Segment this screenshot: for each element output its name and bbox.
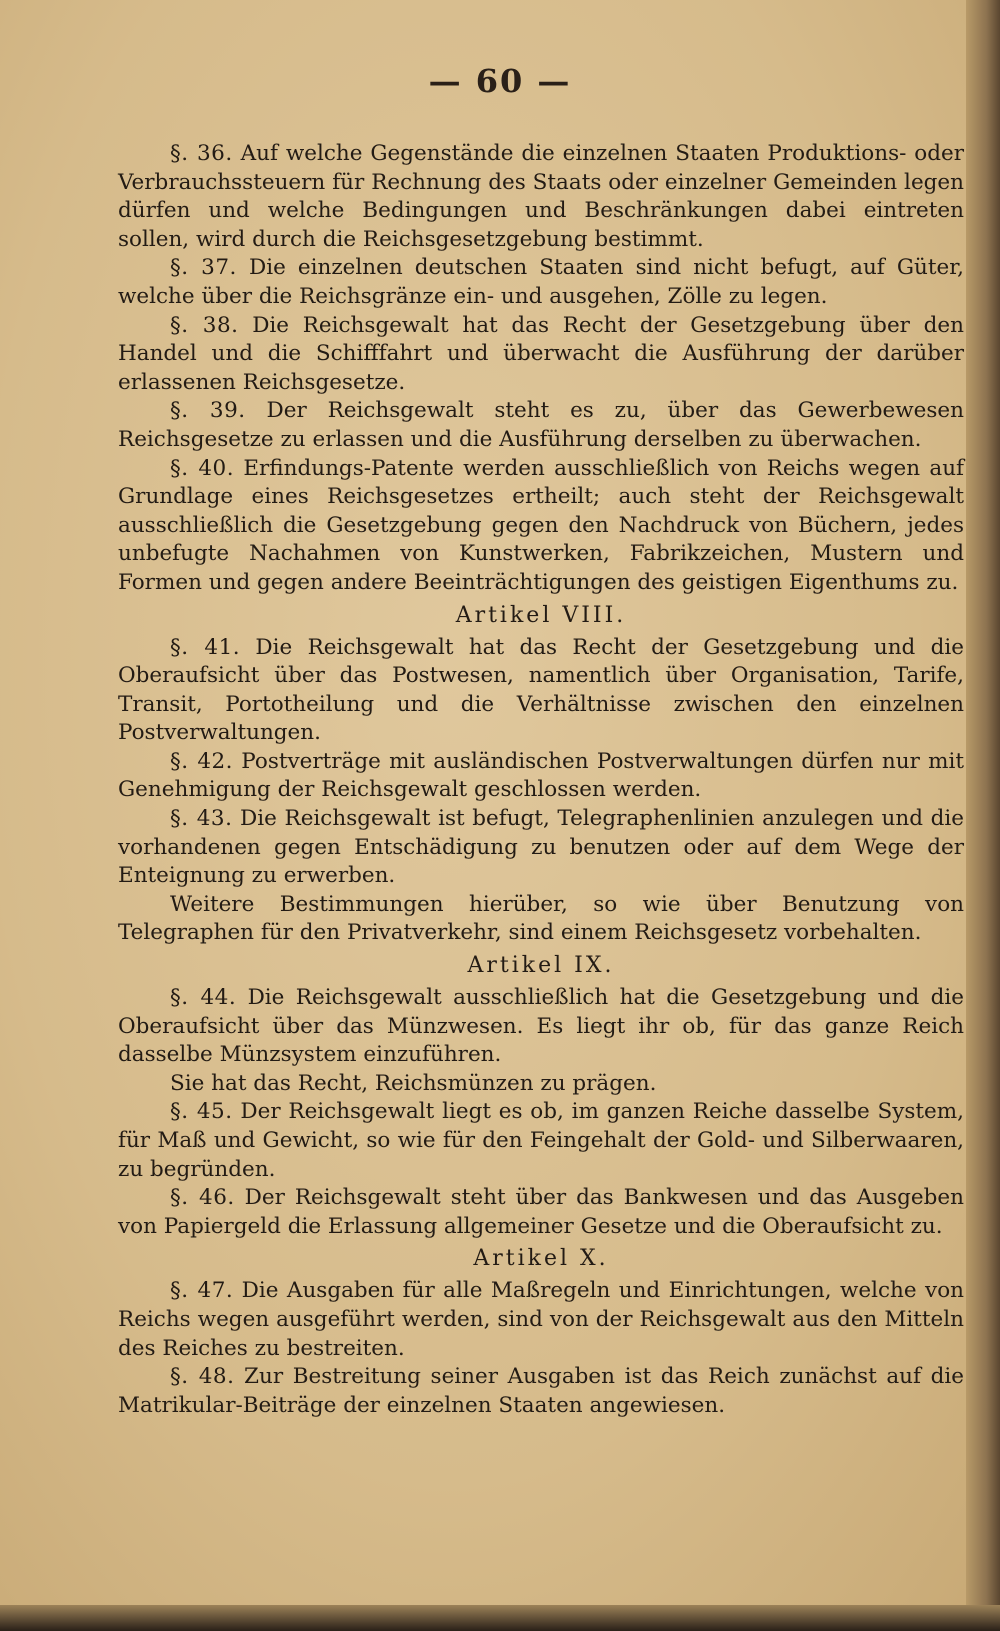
section-number: §. 37. bbox=[170, 255, 237, 281]
section-43-continuation bbox=[118, 891, 964, 948]
section-36 bbox=[118, 140, 964, 254]
section-37 bbox=[118, 254, 964, 311]
section-40 bbox=[118, 455, 964, 598]
book-edge-bottom bbox=[0, 1605, 1000, 1631]
section-text: Die Reichsgewalt hat das Recht der Gesetzgebung und die Oberaufsicht über das Postwesen, namentlich über Organisation, Tarife, Transit, Portotheilung und die Verhältnisse zwischen den einzelnen Postverwaltungen. bbox=[118, 634, 964, 746]
section-number: §. 45. bbox=[170, 1099, 233, 1125]
section-number: §. 36. bbox=[170, 141, 233, 166]
section-42 bbox=[118, 748, 964, 805]
section-41 bbox=[118, 634, 964, 748]
section-number: §. 44. bbox=[170, 985, 237, 1011]
section-39 bbox=[118, 397, 964, 454]
page-number: — 60 — bbox=[428, 62, 572, 100]
section-number: §. 42. bbox=[170, 748, 234, 774]
book-edge-right bbox=[966, 0, 1000, 1631]
page-body bbox=[118, 140, 964, 1420]
section-text: Die Reichsgewalt ist befugt, Telegraphenlinien anzulegen und die vorhandenen gegen Entschädigung zu benutzen oder auf dem Wege der Enteignung zu erwerben. bbox=[118, 806, 964, 889]
section-text: Die Reichsgewalt hat das Recht der Gesetzgebung über den Handel und die Schifffahrt und überwacht die Ausführung der darüber erlassenen Reichsgesetze. bbox=[118, 312, 964, 395]
section-38 bbox=[118, 312, 964, 398]
section-text: Die einzelnen deutschen Staaten sind nicht befugt, auf Güter, welche über die Reichsgränze ein- und ausgehen, Zölle zu legen. bbox=[118, 255, 964, 309]
section-45 bbox=[118, 1098, 964, 1184]
section-text: Der Reichsgewalt steht über das Bankwesen und das Ausgeben von Papiergeld die Erlassung allgemeiner Gesetze und die Oberaufsicht zu. bbox=[118, 1185, 964, 1239]
section-number: §. 38. bbox=[170, 312, 239, 338]
section-text: Auf welche Gegenstände die einzelnen Staaten Produktions- oder Verbrauchssteuern für Rechnung des Staats oder einzelner Gemeinden legen dürfen und welche Bedingungen und Beschränkungen dabei eintreten sollen, wird durch die Reichsgesetzgebung bestimmt. bbox=[118, 141, 964, 252]
section-text: Der Reichsgewalt liegt es ob, im ganzen Reiche dasselbe System, für Maß und Gewicht, so wie für den Feingehalt der Gold- und Silberwaaren, zu begründen. bbox=[118, 1099, 964, 1182]
section-text: Die Ausgaben für alle Maßregeln und Einrichtungen, welche von Reichs wegen ausgeführt werden, sind von der Reichsgewalt aus den Mitteln des Reiches zu bestreiten. bbox=[118, 1278, 964, 1361]
section-number: §. 41. bbox=[170, 634, 241, 660]
section-47 bbox=[118, 1277, 964, 1363]
section-46 bbox=[118, 1184, 964, 1241]
section-number: §. 48. bbox=[170, 1364, 235, 1390]
article-heading: Artikel X. bbox=[473, 1246, 609, 1272]
article-heading: Artikel VIII. bbox=[455, 602, 627, 628]
section-text: Postverträge mit ausländischen Postverwaltungen dürfen nur mit Genehmigung der Reichsgewalt geschlossen werden. bbox=[118, 748, 964, 803]
section-44 bbox=[118, 984, 964, 1070]
section-text: Sie hat das Recht, Reichsmünzen zu prägen. bbox=[170, 1070, 657, 1096]
section-text: Zur Bestreitung seiner Ausgaben ist das Reich zunächst auf die Matrikular-Beiträge der einzelnen Staaten angewiesen. bbox=[118, 1364, 964, 1418]
section-number: §. 39. bbox=[170, 398, 246, 424]
section-number: §. 46. bbox=[170, 1185, 235, 1211]
section-text: Erfindungs-Patente werden ausschließlich von Reichs wegen auf Grundlage eines Reichsgesetzes ertheilt; auch steht der Reichsgewalt ausschließlich die Gesetzgebung gegen den Nachdruck von Büchern, jedes unbefugte Nachahmen von Kunstwerken, Fabrikzeichen, Mustern und Formen und gegen andere Beeinträchtigungen des geistigen Eigenthums zu. bbox=[118, 455, 964, 595]
section-44-continuation bbox=[118, 1070, 964, 1099]
section-43 bbox=[118, 805, 964, 891]
section-number: §. 40. bbox=[170, 455, 235, 481]
section-text: Der Reichsgewalt steht es zu, über das Gewerbewesen Reichsgesetze zu erlassen und die Ausführung derselben zu überwachen. bbox=[118, 398, 964, 452]
section-number: §. 47. bbox=[170, 1278, 234, 1304]
section-text: Weitere Bestimmungen hierüber, so wie über Benutzung von Telegraphen für den Privatverkehr, sind einem Reichsgesetz vorbehalten. bbox=[118, 891, 964, 946]
section-number: §. 43. bbox=[170, 806, 233, 832]
section-48 bbox=[118, 1363, 964, 1420]
article-heading: Artikel IX. bbox=[467, 953, 615, 979]
section-text: Die Reichsgewalt ausschließlich hat die Gesetzgebung und die Oberaufsicht über das Münzwesen. Es liegt ihr ob, für das ganze Reich dasselbe Münzsystem einzuführen. bbox=[118, 985, 964, 1068]
